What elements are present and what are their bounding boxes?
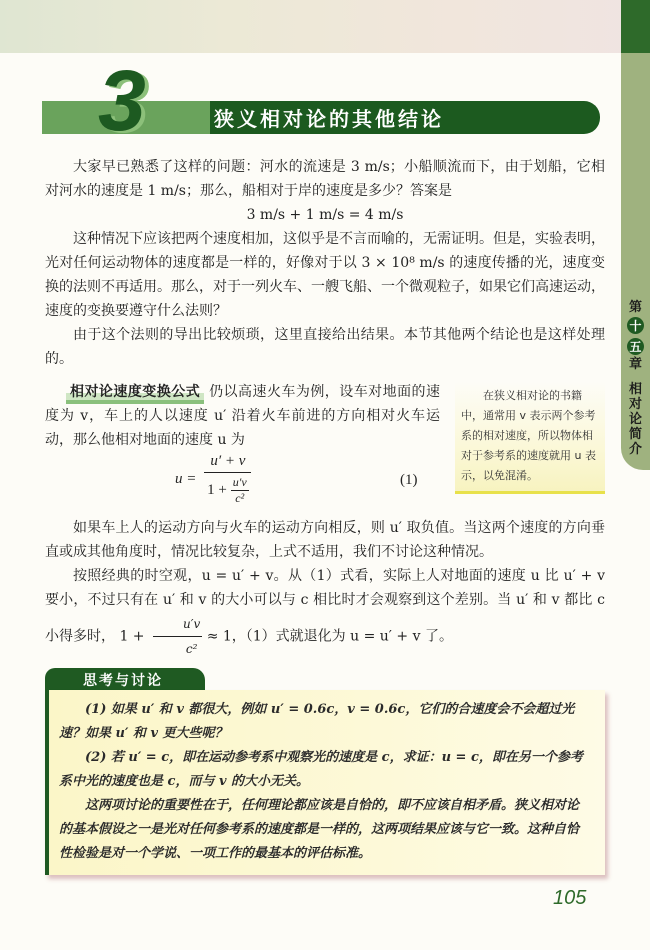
intro-paragraph-3: 由于这个法则的导出比较烦琐，这里直接给出结果。本节其他两个结论也是这样处理的。	[45, 327, 605, 367]
intro-paragraph-2: 这种情况下应该把两个速度相加，这似乎是不言而喻的，无需证明。但是，实验表明，光对任何运动物体的速度都是一样的，好像对于以 3 × 10⁸ m/s 的速度传播的光，速度变换的法则不再适用。那么，对于一列火车、一艘飞船、一个微观粒子，如果它们高速运动，速度的变换要遵守什么法则？	[45, 231, 605, 319]
discussion-conclusion: 这两项讨论的重要性在于，任何理论都应该是自恰的，即不应该自相矛盾。狭义相对论的基本假设之一是光对任何参考系的速度都是一样的，这两项结果应该与它一致。这种自恰性检验是对一个学说、一项工作的最基本的评估标准。	[59, 798, 580, 861]
intro-equation: 3 m/s + 1 m/s = 4 m/s	[246, 207, 404, 223]
formula-denominator-prefix: 1 +	[207, 482, 227, 498]
velocity-formula	[175, 453, 251, 506]
discussion-tab: 思考与讨论	[45, 668, 205, 692]
chapter-title-char: 论	[628, 412, 642, 427]
discussion-box	[45, 690, 605, 875]
formula-inner-numerator: u′v	[232, 475, 247, 489]
intro-paragraph-1: 大家早已熟悉了这样的问题：河水的流速是 3 m/s；小船顺流而下，由于划船，它相对河水的速度是 1 m/s；那么，船相对于岸的速度是多少？答案是	[45, 159, 605, 199]
after-formula-paragraph-2b: ≈ 1，（1）式就退化为 u = u′ + v 了。	[206, 628, 453, 645]
chapter-label	[621, 300, 650, 457]
approx-frac-num: u′v	[153, 612, 202, 637]
chapter-number-char: 十	[627, 317, 644, 334]
approx-frac-den: c²	[185, 642, 198, 656]
discussion-question-2: (2) 若 u′ = c，即在运动参考系中观察光的速度是 c，求证：u = c，即在另一个参考系中光的速度也是 c，而与 v 的大小无关。	[59, 750, 583, 789]
top-decorative-band	[0, 0, 650, 53]
margin-note-text: 在狭义相对论的书籍中，通常用 v 表示两个参考系的相对速度，所以物体相对于参考系的速度就用 u 表示，以免混淆。	[461, 389, 596, 482]
after-formula-block	[45, 516, 605, 661]
discussion-question-1: (1) 如果 u′ 和 v 都很大，例如 u′ = 0.6c，v = 0.6c，它们的合速度会不会超过光速？如果 u′ 和 v 更大些呢？	[59, 702, 575, 741]
chapter-title-char: 简	[628, 427, 642, 442]
velocity-intro-text: 仍以高速火车为例，设车对地面的速度为 v，车上的人以速度 u′ 沿着火车前进的方向相对火车运动，那么他相对地面的速度 u 为	[45, 384, 441, 448]
keyword-highlight: 相对论速度变换公式	[66, 384, 204, 404]
section-title: 狭义相对论的其他结论	[214, 107, 444, 131]
section-number: 3	[98, 53, 146, 149]
formula-lhs: u =	[175, 471, 197, 487]
chapter-suffix: 章	[628, 357, 642, 372]
chapter-title-char: 介	[628, 442, 642, 457]
chapter-prefix: 第	[628, 300, 642, 315]
formula-numerator: u′ + v	[204, 453, 251, 473]
chapter-title-char: 对	[628, 397, 642, 412]
approx-prefix: 1 +	[119, 628, 145, 645]
page-number: 105	[553, 887, 587, 909]
chapter-title-char: 相	[628, 382, 642, 397]
after-formula-paragraph-2a: 按照经典的时空观，u = u′ + v。从（1）式看，实际上人对地面的速度 u 比 u′ + v 要小，不过只有在 u′ 和 v 的大小可以与 c 相比时才会观察到这个差别。当 u′ 和 v 都比 c 小得多时，	[45, 568, 605, 645]
formula-inner-denominator: c²	[235, 491, 245, 505]
after-formula-paragraph-1: 如果车上人的运动方向与火车的运动方向相反，则 u′ 取负值。当这两个速度的方向垂直或成其他角度时，情况比较复杂，上式不适用，我们不讨论这种情况。	[45, 520, 605, 560]
chapter-side-tab-top	[621, 0, 650, 53]
margin-note	[455, 382, 605, 494]
velocity-transform-block	[45, 380, 440, 452]
equation-number: (1)	[400, 472, 418, 488]
section-title-bar	[210, 101, 600, 134]
intro-block	[45, 155, 605, 371]
chapter-number-char: 五	[627, 338, 644, 355]
